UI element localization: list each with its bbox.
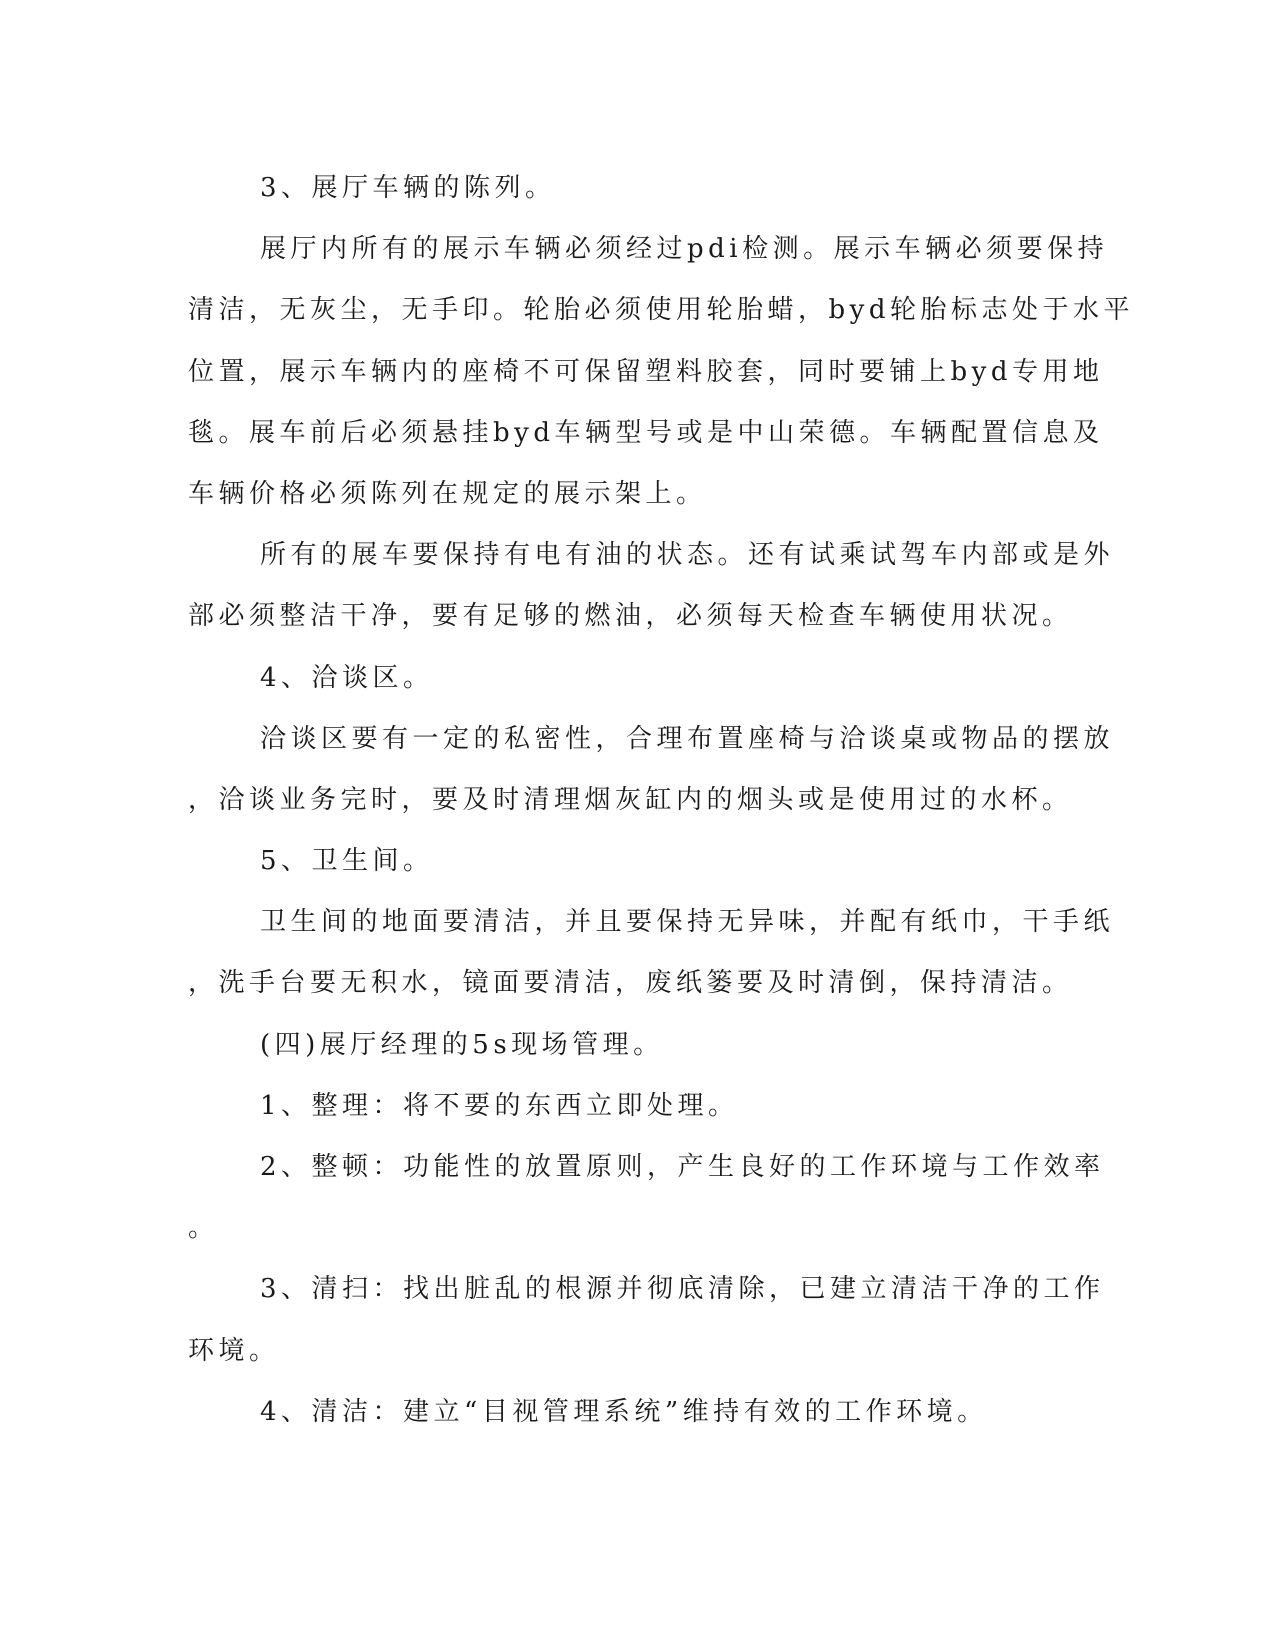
list-item: 3、清扫：找出脏乱的根源并彻底清除，已建立清洁干净的工作 <box>260 1274 1105 1305</box>
paragraph-line: 所有的展车要保持有电有油的状态。还有试乘试驾车内部或是外 <box>260 540 1115 571</box>
paragraph-line: 车辆价格必须陈列在规定的展示架上。 <box>188 478 707 509</box>
list-item: 4、清洁：建立“目视管理系统”维持有效的工作环境。 <box>260 1396 988 1427</box>
paragraph-line: 清洁，无灰尘，无手印。轮胎必须使用轮胎蜡，byd轮胎标志处于水平 <box>188 295 1134 326</box>
paragraph-line: 毯。展车前后必须悬挂byd车辆型号或是中山荣德。车辆配置信息及 <box>188 417 1104 448</box>
paragraph-line: 展厅内所有的展示车辆必须经过pdi检测。展示车辆必须要保持 <box>260 234 1109 265</box>
paragraph-line: 部必须整洁干净，要有足够的燃油，必须每天检查车辆使用状况。 <box>188 601 1073 632</box>
paragraph-line: 。 <box>188 1213 219 1244</box>
list-item: 2、整顿：功能性的放置原则，产生良好的工作环境与工作效率 <box>260 1152 1105 1182</box>
section-heading-5s-management: (四)展厅经理的5s现场管理。 <box>260 1029 664 1060</box>
paragraph-line: ，洽谈业务完时，要及时清理烟灰缸内的烟头或是使用过的水杯。 <box>188 784 1073 815</box>
list-item: 1、整理：将不要的东西立即处理。 <box>260 1090 739 1121</box>
paragraph-line: ，洗手台要无积水，镜面要清洁，废纸篓要及时清倒，保持清洁。 <box>188 968 1073 999</box>
paragraph-line: 卫生间的地面要清洁，并且要保持无异味，并配有纸巾，干手纸 <box>260 907 1115 938</box>
document-body <box>188 158 1134 1443</box>
section-heading-negotiation-area: 4、洽谈区。 <box>260 662 434 693</box>
section-heading-showroom-vehicles: 3、展厅车辆的陈列。 <box>260 173 556 203</box>
paragraph-line: 环境。 <box>188 1335 280 1366</box>
paragraph-line: 洽谈区要有一定的私密性，合理布置座椅与洽谈桌或物品的摆放 <box>260 723 1115 754</box>
paragraph-line: 位置，展示车辆内的座椅不可保留塑料胶套，同时要铺上byd专用地 <box>188 356 1104 387</box>
section-heading-restroom: 5、卫生间。 <box>260 846 434 877</box>
